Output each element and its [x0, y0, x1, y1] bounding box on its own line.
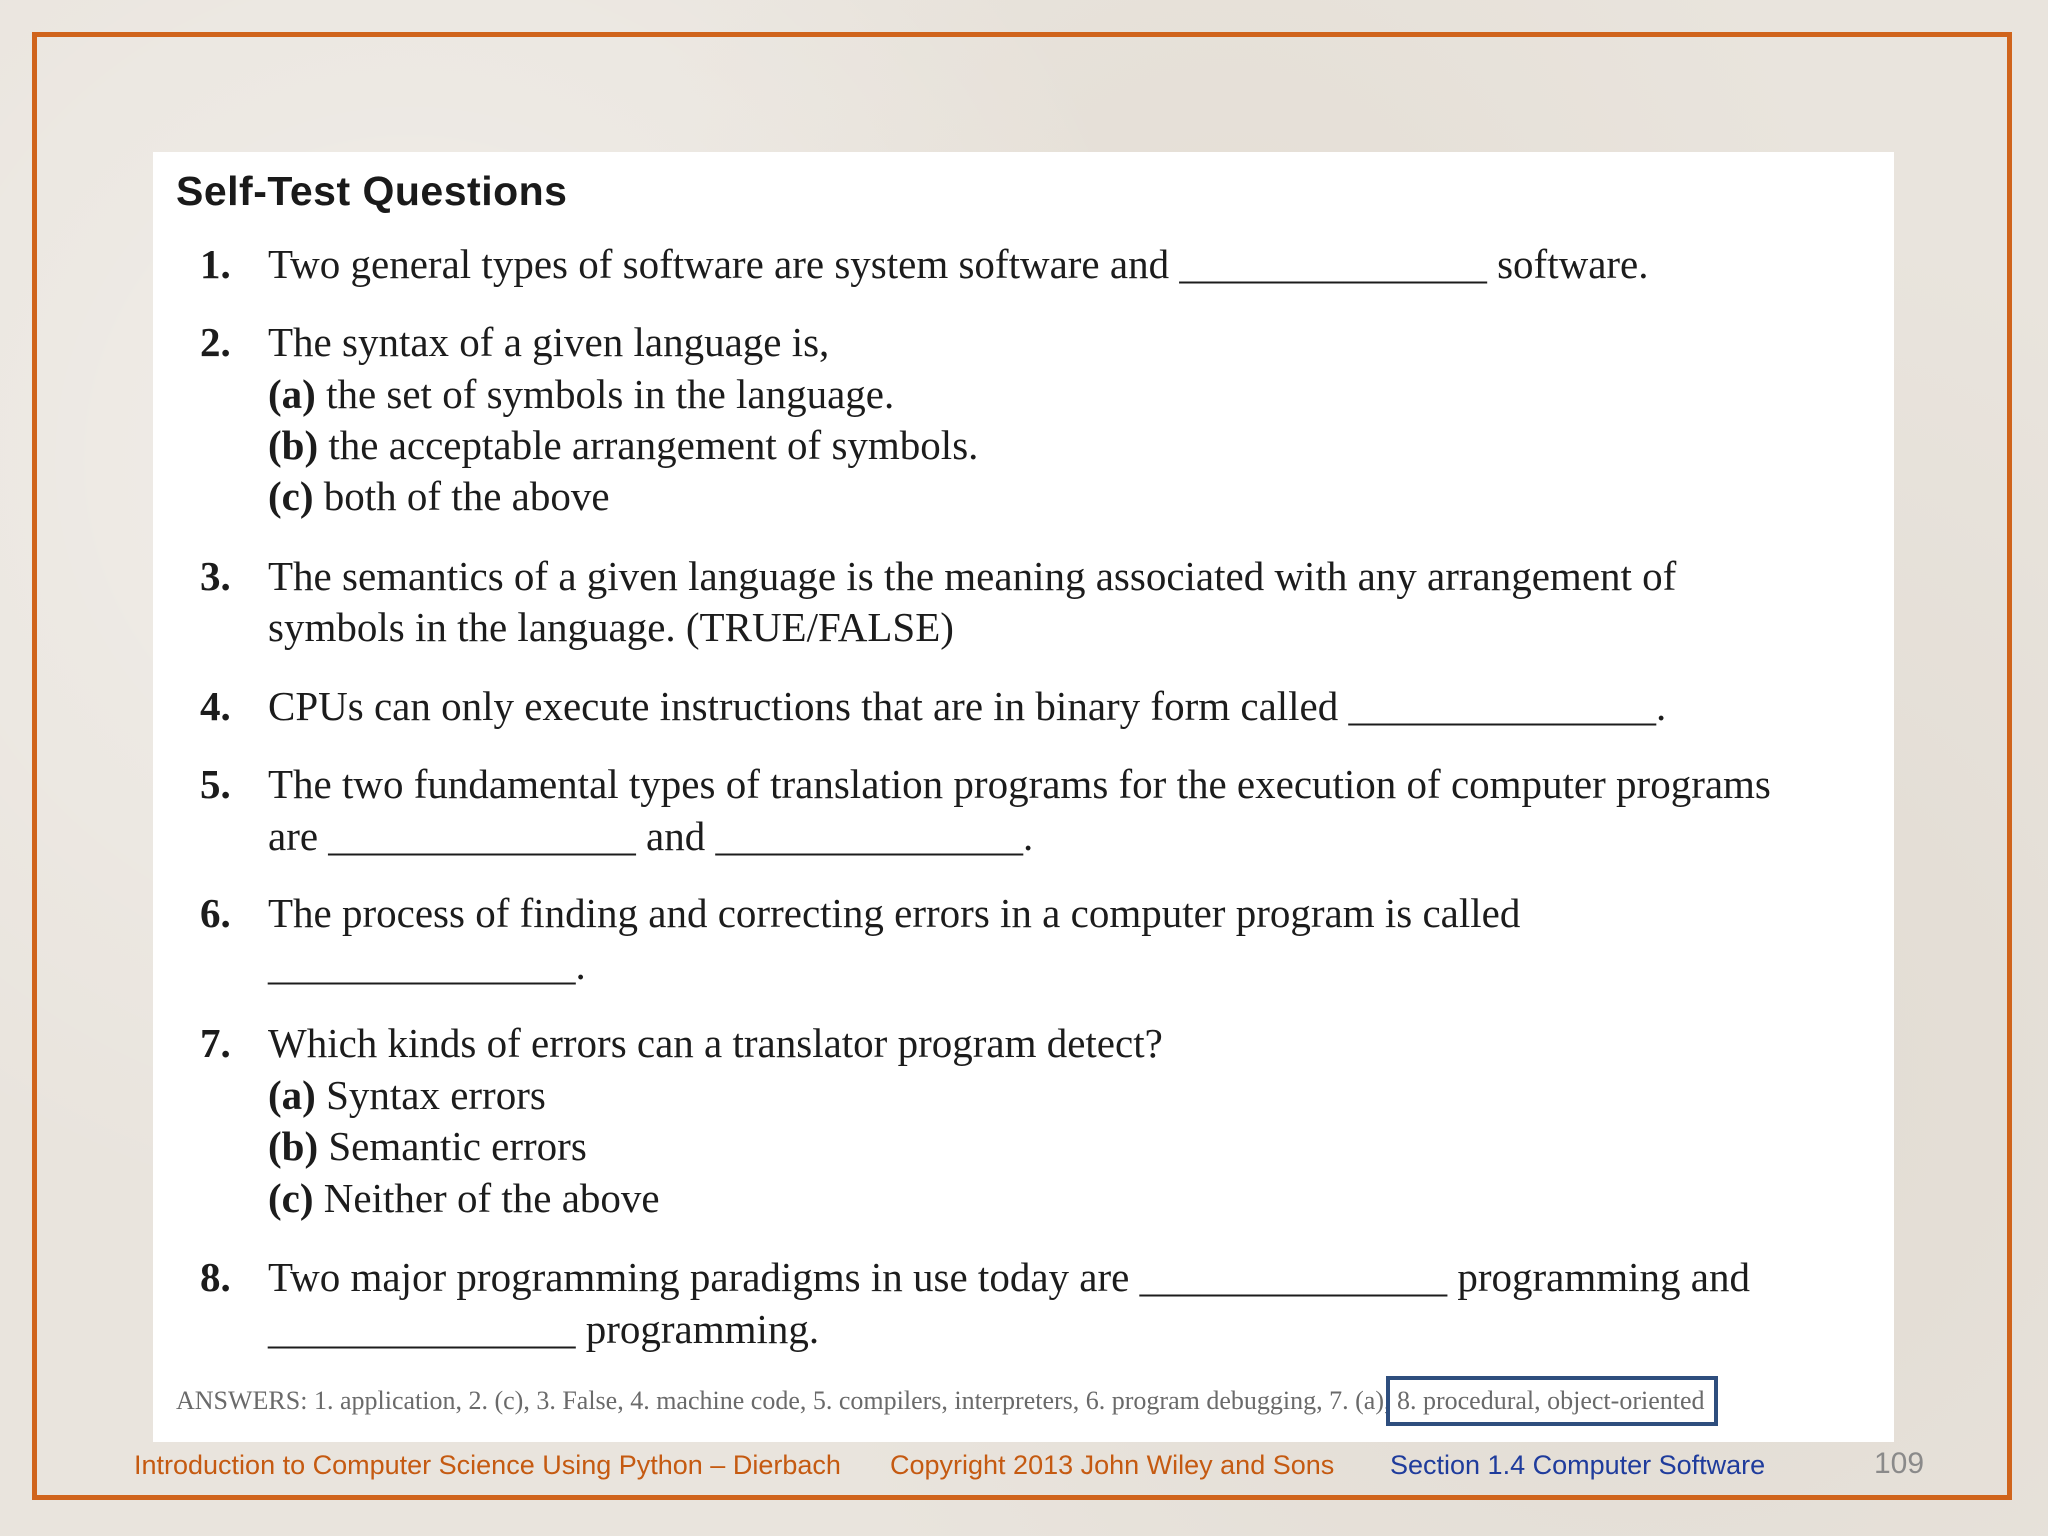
- question-5-text-line-1: The two fundamental types of translation programs for the execution of computer programs: [268, 761, 1771, 807]
- footer-section: Section 1.4 Computer Software: [1390, 1450, 1766, 1480]
- question-8-text-line-1: Two major programming paradigms in use today are _______________ programming and: [268, 1254, 1750, 1300]
- question-8-number: 8.: [200, 1254, 231, 1300]
- question-3-text-line-1: The semantics of a given language is the meaning associated with any arrangement of: [268, 553, 1677, 599]
- question-2-number: 2.: [200, 319, 231, 365]
- question-4-number: 4.: [200, 683, 231, 729]
- option-text: Syntax errors: [315, 1072, 546, 1118]
- option-text: both of the above: [313, 473, 610, 519]
- question-1-text: Two general types of software are system software and _______________ software.: [268, 241, 1649, 287]
- question-2-option-c: [268, 472, 610, 520]
- question-5-number: 5.: [200, 761, 231, 807]
- question-3-text-line-2: symbols in the language. (TRUE/FALSE): [268, 604, 954, 650]
- question-7-option-a: [268, 1071, 546, 1119]
- question-4-text: CPUs can only execute instructions that are in binary form called _______________.: [268, 683, 1667, 729]
- footer-book-title: Introduction to Computer Science Using Python – Dierbach: [134, 1450, 841, 1480]
- option-letter: (c): [268, 473, 314, 519]
- question-7-option-c: [268, 1174, 660, 1222]
- question-2-option-b: [268, 421, 978, 469]
- question-6-text-line-1: The process of finding and correcting errors in a computer program is called: [268, 890, 1521, 936]
- option-letter: (b): [268, 422, 319, 468]
- question-2-text: The syntax of a given language is,: [268, 319, 830, 365]
- option-letter: (a): [268, 1072, 316, 1118]
- page-number: 109: [1874, 1447, 1925, 1480]
- option-letter: (c): [268, 1175, 314, 1221]
- option-text: Semantic errors: [318, 1123, 587, 1169]
- question-6-text-line-2: _______________.: [268, 942, 586, 988]
- question-1-number: 1.: [200, 241, 231, 287]
- question-8-text-line-2: _______________ programming.: [268, 1306, 820, 1352]
- question-7-text: Which kinds of errors can a translator program detect?: [268, 1020, 1163, 1066]
- option-letter: (b): [268, 1123, 319, 1169]
- answers-line: ANSWERS: 1. application, 2. (c), 3. False, 4. machine code, 5. compilers, interpreters, 6. program debugging, 7. (a), 8. procedural, object-oriented: [176, 1386, 1705, 1415]
- question-5-text-line-2: are _______________ and _______________.: [268, 813, 1034, 859]
- question-3-number: 3.: [200, 553, 231, 599]
- question-7-option-b: [268, 1122, 587, 1170]
- option-text: the acceptable arrangement of symbols.: [318, 422, 979, 468]
- footer-copyright: Copyright 2013 John Wiley and Sons: [890, 1450, 1335, 1480]
- page-title: Self-Test Questions: [176, 168, 568, 214]
- question-7-number: 7.: [200, 1020, 231, 1066]
- question-2-option-a: [268, 370, 894, 418]
- answer-highlight-box: [1386, 1376, 1718, 1426]
- option-text: Neither of the above: [313, 1175, 660, 1221]
- question-6-number: 6.: [200, 890, 231, 936]
- option-letter: (a): [268, 371, 316, 417]
- option-text: the set of symbols in the language.: [315, 371, 895, 417]
